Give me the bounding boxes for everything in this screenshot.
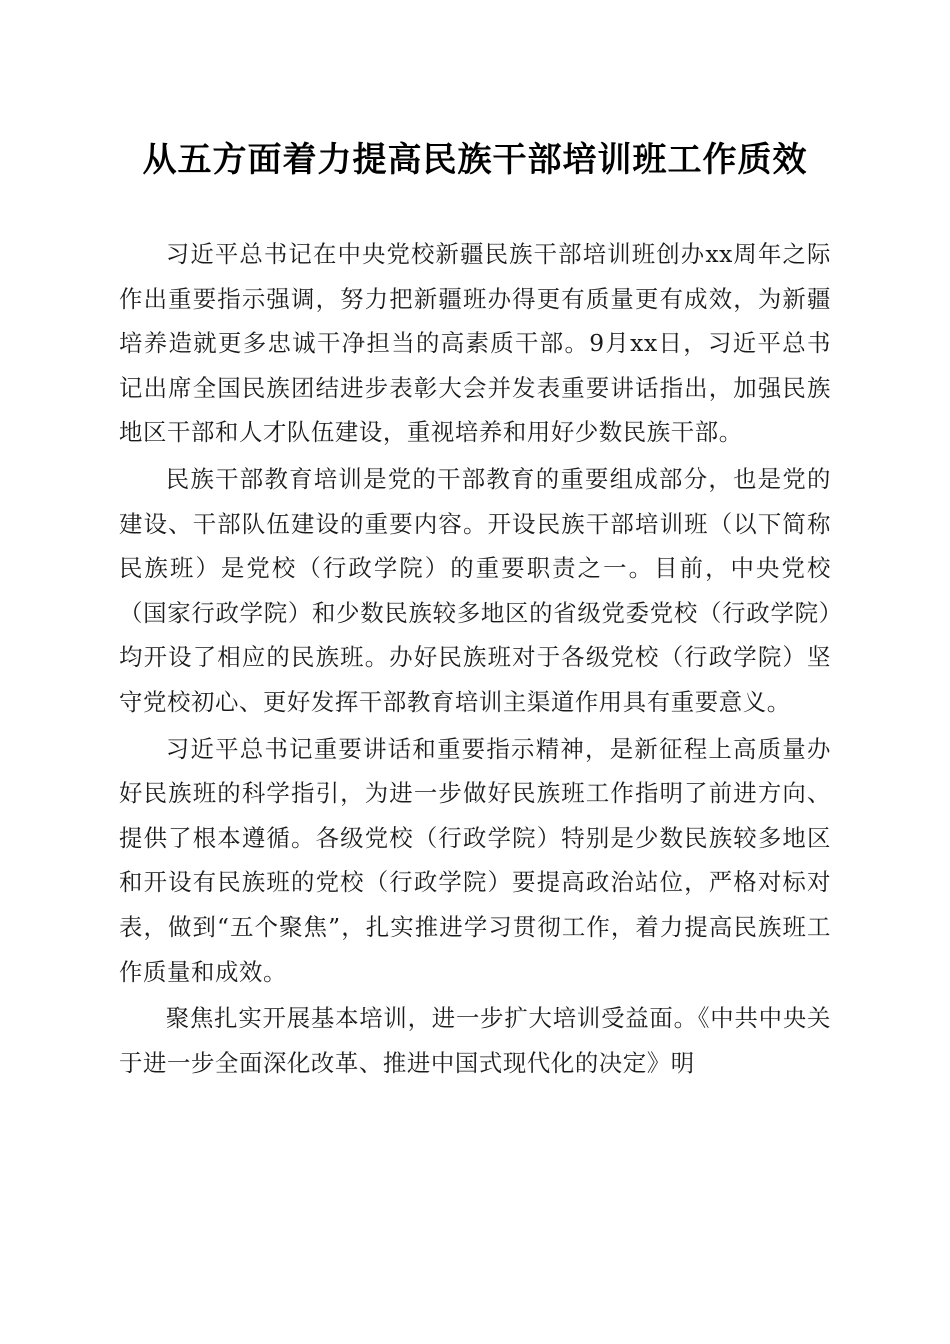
document-body: [119, 232, 831, 1087]
paragraph-1: 习近平总书记在中央党校新疆民族干部培训班创办xx周年之际作出重要指示强调，努力把新疆班办得更有质量更有成效，为新疆培养造就更多忠诚干净担当的高素质干部。9月xx日，习近平总书记出席全国民族团结进步表彰大会并发表重要讲话指出，加强民族地区干部和人才队伍建设，重视培养和用好少数民族干部。: [119, 240, 831, 447]
paragraph-2: 民族干部教育培训是党的干部教育的重要组成部分，也是党的建设、干部队伍建设的重要内容。开设民族干部培训班（以下简称民族班）是党校（行政学院）的重要职责之一。目前，中央党校（国家行政学院）和少数民族较多地区的省级党委党校（行政学院）均开设了相应的民族班。办好民族班对于各级党校（行政学院）坚守党校初心、更好发挥干部教育培训主渠道作用具有重要意义。: [119, 464, 831, 716]
paragraph-4: 聚焦扎实开展基本培训，进一步扩大培训受益面。《中共中央关于进一步全面深化改革、推进中国式现代化的决定》明: [119, 1004, 831, 1077]
paragraph-3: 习近平总书记重要讲话和重要指示精神，是新征程上高质量办好民族班的科学指引，为进一步做好民族班工作指明了前进方向、提供了根本遵循。各级党校（行政学院）特别是少数民族较多地区和开设有民族班的党校（行政学院）要提高政治站位，严格对标对表，做到“五个聚焦”，扎实推进学习贯彻工作，着力提高民族班工作质量和成效。: [119, 734, 831, 986]
document-title: 从五方面着力提高民族干部培训班工作质效: [142, 140, 808, 180]
